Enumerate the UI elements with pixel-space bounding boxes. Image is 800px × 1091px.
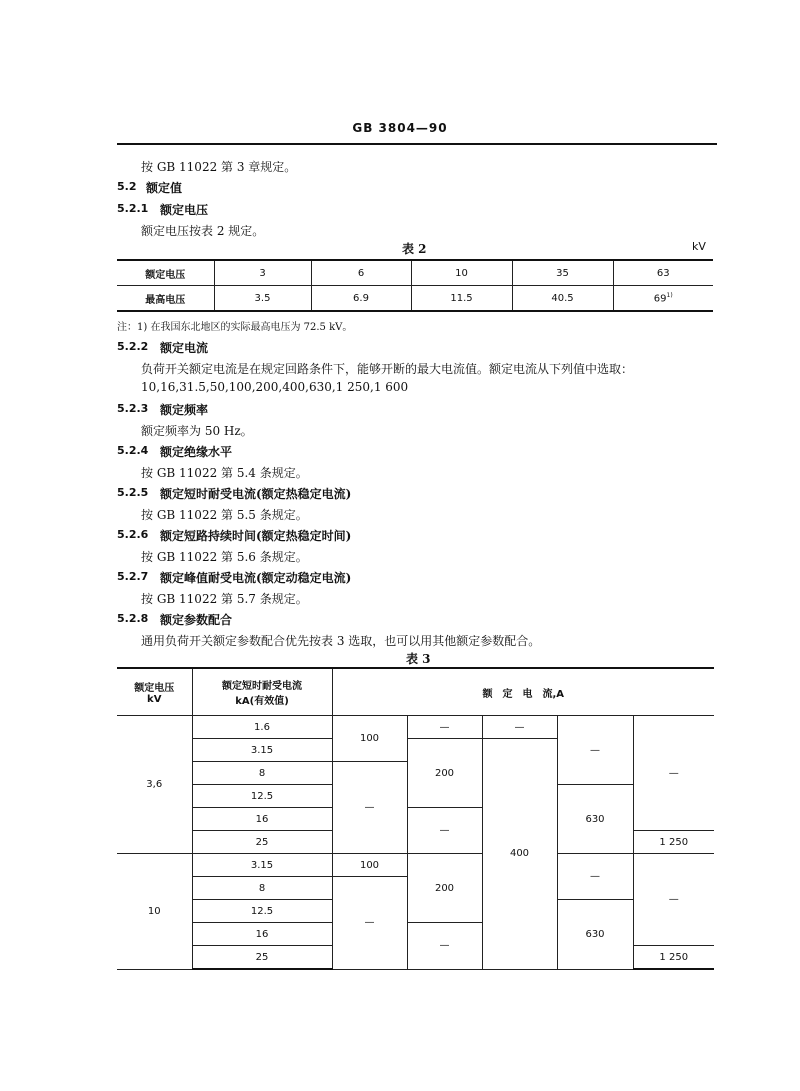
text-line: 按 GB 11022 第 5.7 条规定。: [141, 592, 308, 606]
header-short-time-current: 额定短时耐受电流: [222, 681, 302, 692]
table-cell: 3.15: [192, 739, 332, 762]
section-title: 额定值: [146, 181, 183, 195]
table-cell: —: [407, 716, 482, 739]
table-2: [117, 259, 713, 312]
section-number: 5.2.6: [117, 528, 149, 541]
table-row: [117, 668, 714, 716]
header-rule: [117, 143, 717, 145]
table-2-caption: 表 2: [402, 242, 427, 256]
table-row: [117, 854, 714, 877]
table-cell: —: [482, 716, 557, 739]
table-cell: [613, 286, 713, 312]
table-cell: —: [332, 877, 407, 970]
text-line: 按 GB 11022 第 5.5 条规定。: [141, 508, 308, 522]
section-title: 额定短路持续时间(额定热稳定时间): [160, 529, 352, 543]
table-cell: —: [332, 762, 407, 854]
table-cell: 3: [214, 260, 311, 286]
table-cell: 8: [192, 762, 332, 785]
table-cell: —: [557, 716, 633, 785]
table-cell: 6.9: [311, 286, 411, 312]
text-line: 额定频率为 50 Hz。: [141, 424, 253, 438]
table-cell: 3.15: [192, 854, 332, 877]
table-cell: 16: [192, 923, 332, 946]
table-cell: 400: [482, 739, 557, 970]
section-title: 额定频率: [160, 403, 209, 417]
table-cell: —: [633, 854, 714, 946]
group-voltage: 3,6: [117, 716, 192, 854]
section-title: 额定绝缘水平: [160, 445, 233, 459]
header-short-time-unit: kA(有效值): [235, 696, 289, 707]
header-voltage: 额定电压: [134, 683, 175, 694]
text-line: 按 GB 11022 第 3 章规定。: [141, 160, 297, 174]
section-title: 额定电压: [160, 203, 209, 217]
table-cell: 63: [613, 260, 713, 286]
table-cell: —: [633, 716, 714, 831]
table-cell: 200: [407, 854, 482, 923]
table-cell: —: [407, 808, 482, 854]
section-title: 额定参数配合: [160, 613, 233, 627]
group-voltage: 10: [117, 854, 192, 970]
table-cell: 11.5: [411, 286, 512, 312]
table-cell: 8: [192, 877, 332, 900]
table-cell: 12.5: [192, 785, 332, 808]
cell-value: 69: [653, 293, 667, 305]
table-row: [117, 716, 714, 739]
text-line: 通用负荷开关额定参数配合优先按表 3 选取，也可以用其他额定参数配合。: [141, 634, 541, 648]
table-header-cell: [192, 668, 332, 716]
text-line: 按 GB 11022 第 5.6 条规定。: [141, 550, 308, 564]
table-row: [117, 260, 713, 286]
section-title: 额定短时耐受电流(额定热稳定电流): [160, 487, 352, 501]
section-number: 5.2.4: [117, 444, 149, 457]
table-cell: 100: [332, 854, 407, 877]
table-cell: —: [557, 854, 633, 900]
table-cell: 1 250: [633, 946, 714, 970]
text-line: 10,16,31.5,50,100,200,400,630,1 250,1 600: [141, 380, 409, 394]
header-rated-current: 额 定 电 流,A: [332, 668, 714, 716]
table-cell: 630: [557, 900, 633, 970]
table-row: [117, 286, 713, 312]
table-cell: 3.5: [214, 286, 311, 312]
footnote-marker: 1): [666, 291, 673, 299]
table-cell: 25: [192, 946, 332, 970]
table-cell: 12.5: [192, 900, 332, 923]
table-cell: 25: [192, 831, 332, 854]
table-cell: 额定电压: [117, 260, 214, 286]
table-cell: 6: [311, 260, 411, 286]
text-line: 负荷开关额定电流是在规定回路条件下，能够开断的最大电流值。额定电流从下列值中选取：: [141, 362, 634, 376]
section-number: 5.2.7: [117, 570, 149, 583]
section-number: 5.2.5: [117, 486, 149, 499]
table-3: [117, 667, 714, 970]
text-line: 按 GB 11022 第 5.4 条规定。: [141, 466, 308, 480]
table-cell: 10: [411, 260, 512, 286]
table-cell: —: [407, 923, 482, 970]
section-title: 额定峰值耐受电流(额定动稳定电流): [160, 571, 352, 585]
section-title: 额定电流: [160, 341, 209, 355]
table-cell: 40.5: [512, 286, 613, 312]
text-line: 额定电压按表 2 规定。: [141, 224, 265, 238]
header-voltage-unit: kV: [147, 694, 162, 705]
table-cell: 100: [332, 716, 407, 762]
table-cell: 1.6: [192, 716, 332, 739]
table-header-cell: [117, 668, 192, 716]
table-cell: 16: [192, 808, 332, 831]
section-number: 5.2.1: [117, 202, 149, 215]
table-cell: 1 250: [633, 831, 714, 854]
table-2-note: 注：1) 在我国东北地区的实际最高电压为 72.5 kV。: [117, 322, 353, 333]
page-header-title: GB 3804—90: [352, 121, 448, 135]
table-3-caption: 表 3: [406, 652, 431, 666]
section-number: 5.2.2: [117, 340, 149, 353]
table-cell: 最高电压: [117, 286, 214, 312]
section-number: 5.2: [117, 180, 137, 193]
section-number: 5.2.3: [117, 402, 149, 415]
table-cell: 200: [407, 739, 482, 808]
section-number: 5.2.8: [117, 612, 149, 625]
table-cell: 630: [557, 785, 633, 854]
table-cell: 35: [512, 260, 613, 286]
table-2-unit: kV: [692, 240, 706, 253]
